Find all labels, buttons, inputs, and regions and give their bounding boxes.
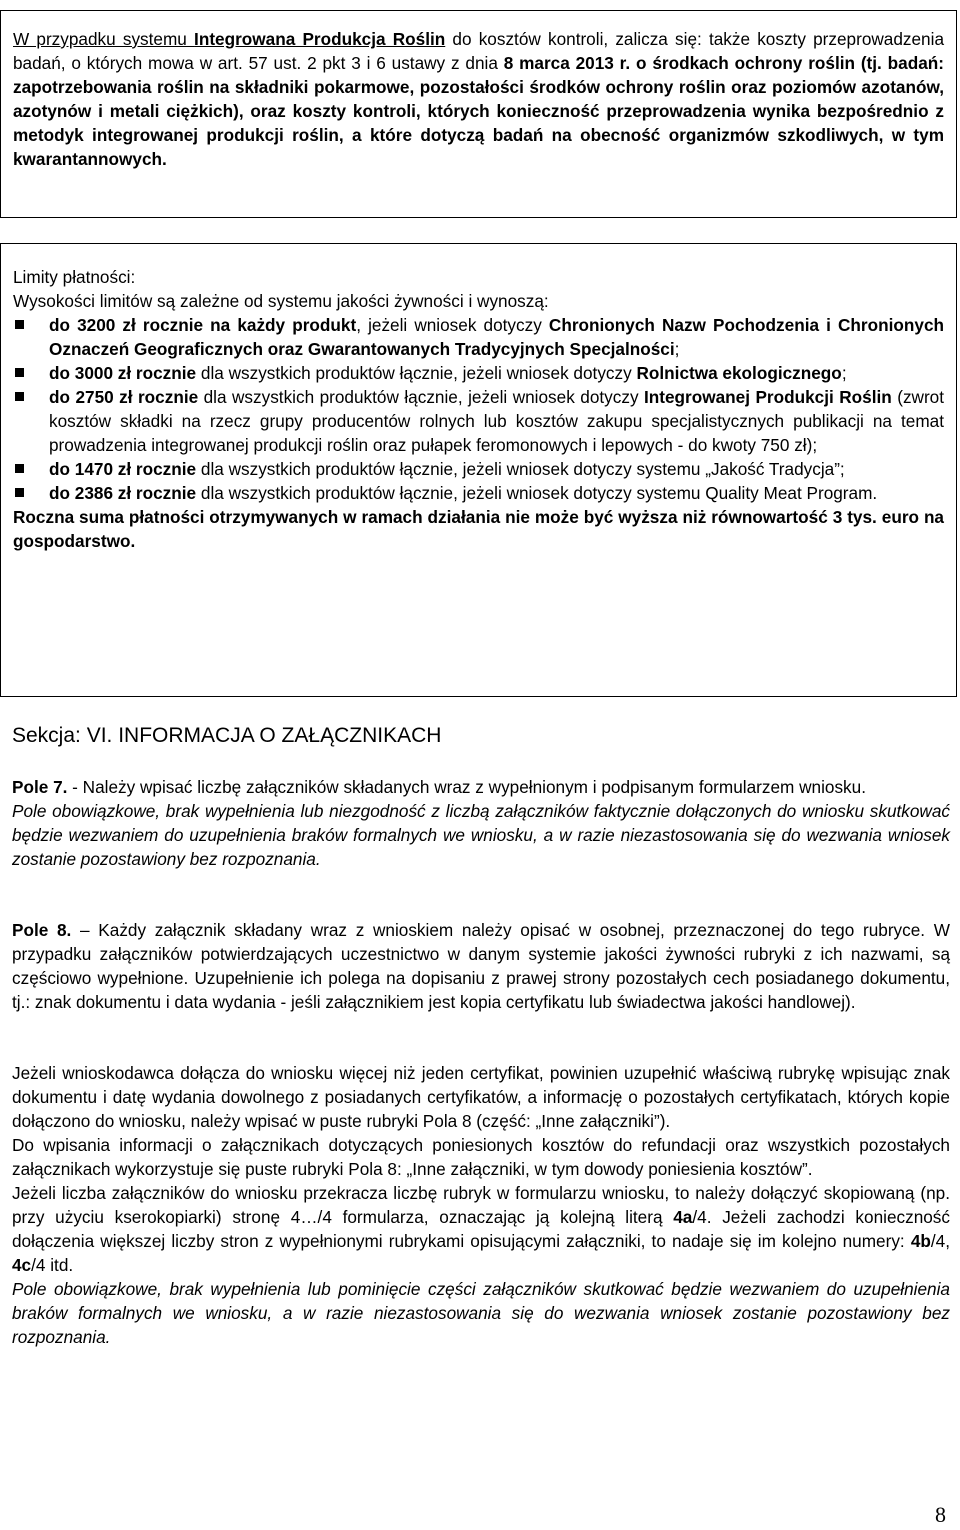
pole-8-description	[12, 918, 950, 1014]
extra-pages-paragraph	[12, 1181, 950, 1277]
limit-end: ;	[841, 363, 847, 383]
attachments-instructions	[12, 1061, 950, 1349]
bullet-square-icon	[15, 464, 24, 473]
pole-8-block	[12, 918, 950, 1014]
extra-pages-text: Jeżeli liczba załączników do wniosku przekracza liczbę rubryk w formularzu wniosku, to należy dołączyć skopiowaną (np. przy użyciu kserokopiarki) stronę 4…/4 formularza, oznaczając ją kolejną literą	[12, 1183, 950, 1227]
section-heading	[12, 722, 950, 750]
pole-8-text: – Każdy załącznik składany wraz z wnioskiem należy opisać w osobnej, przeznaczonej do tego rubryce. W przypadku załączników potwierdzających uczestnictwo w danym systemie jakości żywności rubryki z ich nazwami, są częściowo wypełnione. Uzupełnienie ich polega na dopisaniu z prawej strony pozostałych cech posiadanego dokumentu, tj.: znak dokumentu i data wydania - jeśli załącznikiem jest kopia certyfikatu lub świadectwa jakości handlowej).	[12, 920, 951, 1012]
limit-item	[13, 361, 944, 385]
limit-system: Integrowanej Produkcji Roślin	[644, 387, 892, 407]
pole-7-text: - Należy wpisać liczbę załączników składanych wraz z wypełnionym i podpisanym formularzem wniosku.	[67, 777, 866, 797]
limit-amount: do 1470 zł rocznie	[49, 459, 197, 479]
bullet-square-icon	[15, 320, 24, 329]
limit-text: dla wszystkich produktów łącznie, jeżeli wniosek dotyczy	[196, 363, 637, 383]
limit-system: Rolnictwa ekologicznego	[636, 363, 842, 383]
limit-end: (zwrot kosztów składki na rzecz grupy producentów rolnych lub kosztów zakupu specjalistycznych publikacji na temat prowadzenia integrowanej produkcji roślin oraz pułapek feromonowych i lepowych - do kwoty 750 zł);	[49, 387, 945, 455]
extra-pages-text: /4,	[930, 1231, 950, 1251]
pole-7-label: Pole 7.	[12, 777, 68, 797]
ipr-intro-text: W przypadku systemu	[13, 29, 195, 49]
bullet-square-icon	[15, 488, 24, 497]
payment-limits-summary: Roczna suma płatności otrzymywanych w ramach działania nie może być wyższa niż równowartość 3 tys. euro na gospodarstwo.	[13, 507, 944, 551]
limit-item	[13, 457, 944, 481]
bullet-square-icon	[15, 392, 24, 401]
bullet-square-icon	[15, 368, 24, 377]
payment-limits-title: Limity płatności:	[13, 267, 136, 287]
limit-item	[13, 313, 944, 361]
cost-attachments-paragraph: Do wpisania informacji o załącznikach dotyczących poniesionych kosztów do refundacji oraz wszystkich pozostałych załącznikach wykorzystuje się puste rubryki Pola 8: „Inne załączniki, w tym dowody poniesienia kosztów”.	[12, 1135, 950, 1179]
limit-text: dla wszystkich produktów łącznie, jeżeli wniosek dotyczy	[198, 387, 644, 407]
limit-system: Chronionych Nazw Pochodzenia i Chronionych Oznaczeń Geograficznych oraz Gwarantowanych Tradycyjnych Specjalności	[49, 315, 944, 359]
ipr-cost-text: do kosztów kontroli, zalicza się: także koszty przeprowadzenia badań, o których mowa w art. 57 ust. 2 pkt 3 i 6 ustawy z dnia	[13, 29, 944, 73]
pole-7-description	[12, 775, 950, 799]
limit-amount: do 2750 zł rocznie	[49, 387, 199, 407]
limit-amount: do 2386 zł rocznie	[49, 483, 197, 503]
ipr-research-text: 8 marca 2013 r. o środkach ochrony roślin (tj. badań: zapotrzebowania roślin na składniki pokarmowe, pozostałości środków ochrony roślin oraz poziomów azotanów, azotynów i metali ciężkich), oraz koszty kontroli, których konieczność przeprowadzenia wynika bezpośrednio z metodyk integrowanej produkcji roślin, a które dotyczą badań na obecność organizmów szkodliwych, w tym kwarantannowych.	[13, 53, 944, 169]
limit-end: ;	[674, 339, 680, 359]
page-number: 8	[935, 1502, 946, 1527]
ipr-cost-info-box	[0, 10, 957, 218]
section-title: VI. INFORMACJA O ZAŁĄCZNIKACH	[86, 724, 442, 747]
ipr-cost-paragraph	[13, 27, 944, 171]
limit-item	[13, 481, 944, 505]
limit-text: dla wszystkich produktów łącznie, jeżeli wniosek dotyczy systemu Quality Meat Program.	[196, 483, 878, 503]
limit-item	[13, 385, 944, 457]
limit-text: , jeżeli wniosek dotyczy	[356, 315, 549, 335]
limit-text: dla wszystkich produktów łącznie, jeżeli wniosek dotyczy systemu „Jakość Tradycja”;	[196, 459, 845, 479]
limit-amount: do 3200 zł rocznie na każdy produkt	[49, 315, 357, 335]
payment-limits-intro: Wysokości limitów są zależne od systemu jakości żywności i wynoszą:	[13, 291, 549, 311]
section-prefix: Sekcja:	[12, 724, 87, 747]
extra-pages-text: /4. Jeżeli zachodzi konieczność dołączenia większej liczby stron z wypełnionymi rubrykami opisującymi załączniki, to nadaje się im kolejno numery:	[12, 1207, 950, 1251]
extra-pages-text: /4 itd.	[31, 1255, 74, 1275]
payment-limits-box	[0, 243, 957, 697]
page-code: 4c	[12, 1255, 32, 1275]
pole-8-label: Pole 8.	[12, 920, 72, 940]
pole-7-note: Pole obowiązkowe, brak wypełnienia lub niezgodność z liczbą załączników faktycznie dołączonych do wniosku skutkować będzie wezwaniem do uzupełnienia braków formalnych we wniosku, a w razie niezastosowania się do wezwania wniosek zostanie pozostawiony bez rozpoznania.	[12, 801, 950, 869]
multiple-certificates-paragraph: Jeżeli wnioskodawca dołącza do wniosku więcej niż jeden certyfikat, powinien uzupełnić właściwą rubrykę wpisując znak dokumentu i datę wydania dowolnego z posiadanych certyfikatów, a informację o pozostałych certyfikatach, których kopie dołączono do wniosku, należy wpisać w puste rubryki Pola 8 (część: „Inne załączniki”).	[12, 1063, 950, 1131]
mandatory-field-note: Pole obowiązkowe, brak wypełnienia lub pominięcie części załączników skutkować będzie wezwaniem do uzupełnienia braków formalnych we wniosku, a w razie niezastosowania się do wezwania wniosek zostanie pozostawiony bez rozpoznania.	[12, 1279, 950, 1347]
ipr-system-name: Integrowana Produkcja Roślin	[194, 29, 446, 49]
payment-limits-list	[13, 313, 944, 505]
page-code: 4b	[910, 1231, 931, 1251]
page-code: 4a	[673, 1207, 693, 1227]
pole-7-block	[12, 775, 950, 871]
limit-amount: do 3000 zł rocznie	[49, 363, 197, 383]
